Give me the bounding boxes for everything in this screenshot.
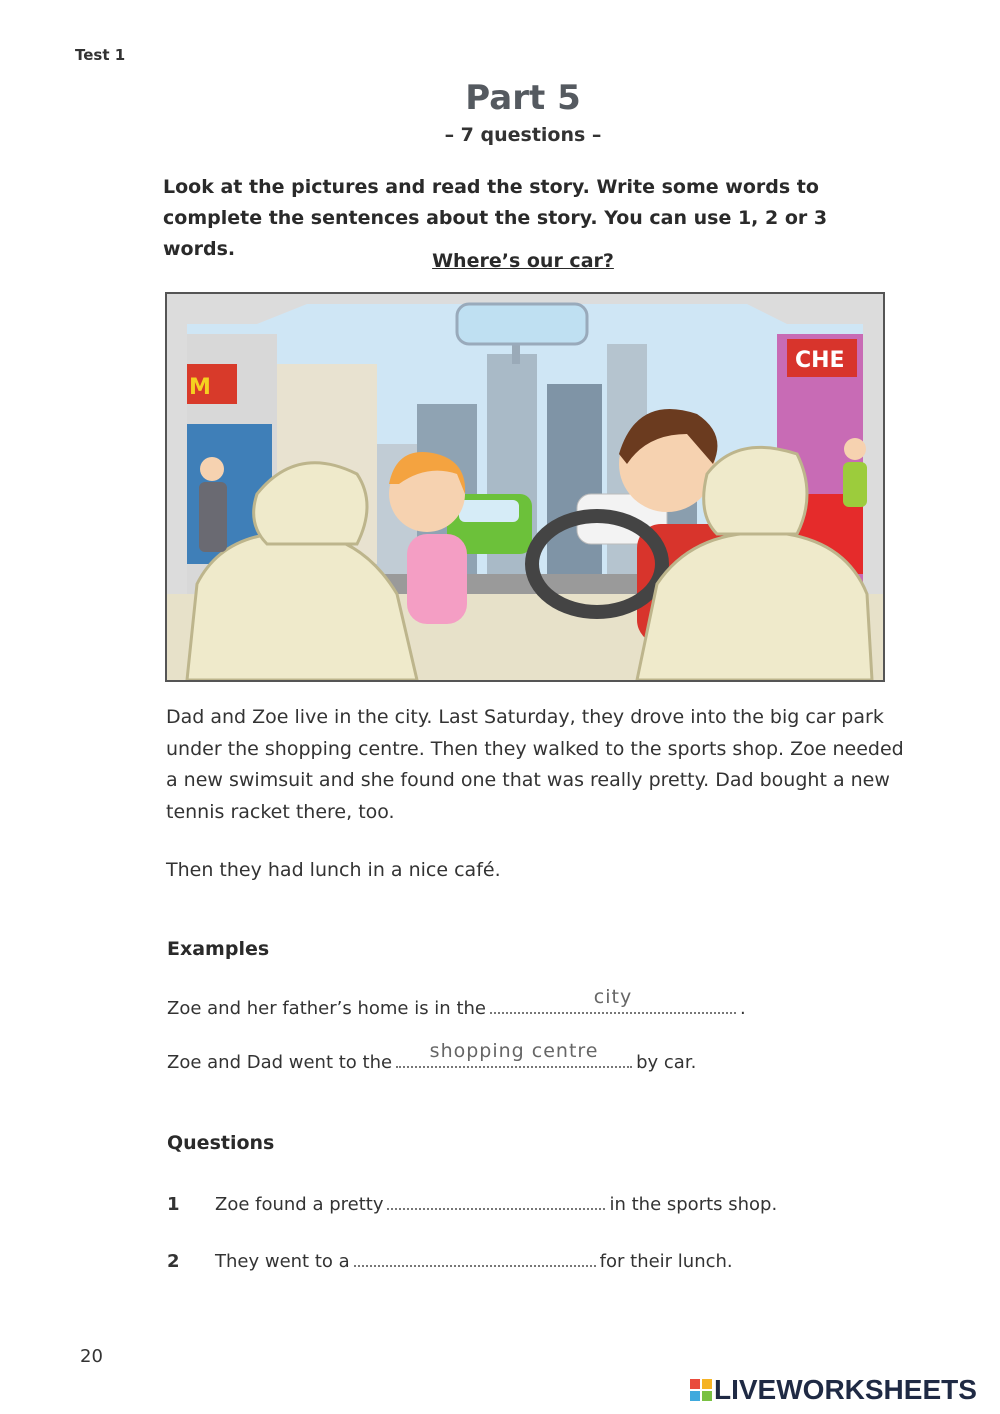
question-2-after: for their lunch. bbox=[599, 1251, 733, 1272]
story-title: Where’s our car? bbox=[432, 250, 614, 272]
example-2 bbox=[167, 1040, 697, 1073]
question-2-before: They went to a bbox=[215, 1251, 350, 1272]
examples-heading: Examples bbox=[167, 938, 270, 960]
shop-sign-right: CHE bbox=[795, 348, 845, 373]
question-2-number: 2 bbox=[167, 1251, 180, 1272]
liveworksheets-logo bbox=[690, 1374, 977, 1406]
car-illustration bbox=[165, 292, 885, 682]
car-scene-image bbox=[167, 294, 883, 680]
question-1-number: 1 bbox=[167, 1194, 180, 1215]
question-1-before: Zoe found a pretty bbox=[215, 1194, 384, 1215]
test-label: Test 1 bbox=[75, 46, 126, 64]
story-paragraph-2: Then they had lunch in a nice café. bbox=[166, 859, 501, 881]
example-1 bbox=[167, 986, 746, 1019]
question-1-answer-input[interactable] bbox=[387, 1190, 605, 1210]
instructions: Look at the pictures and read the story. Write some words to complete the sentences about the story. You can use 1, 2 or 3 words. bbox=[163, 176, 828, 260]
example-2-after: by car. bbox=[636, 1052, 697, 1073]
example-2-blank bbox=[396, 1040, 632, 1068]
question-1 bbox=[167, 1190, 777, 1215]
example-1-after: . bbox=[739, 998, 746, 1019]
shop-sign-left: M bbox=[189, 375, 211, 400]
questions-heading: Questions bbox=[167, 1132, 275, 1154]
example-1-blank bbox=[490, 986, 736, 1014]
example-1-answer: city bbox=[593, 986, 633, 1008]
question-2 bbox=[167, 1247, 733, 1272]
example-2-answer: shopping centre bbox=[429, 1040, 599, 1062]
example-2-before: Zoe and Dad went to the bbox=[167, 1052, 393, 1073]
liveworksheets-brand-text: LIVEWORKSHEETS bbox=[714, 1374, 977, 1405]
part-subtitle: – 7 questions – bbox=[444, 124, 602, 146]
liveworksheets-logo-icon bbox=[690, 1379, 712, 1401]
part-title: Part 5 bbox=[465, 78, 581, 118]
story-text bbox=[166, 702, 906, 887]
question-1-after: in the sports shop. bbox=[609, 1194, 778, 1215]
question-2-answer-input[interactable] bbox=[354, 1247, 596, 1267]
example-1-before: Zoe and her father’s home is in the bbox=[167, 998, 486, 1019]
story-paragraph-1: Dad and Zoe live in the city. Last Saturday, they drove into the big car park under the shopping centre. Then they walked to the sports shop. Zoe needed a new swimsuit and she found one that was really pretty. Dad bought a new tennis racket there, too. bbox=[166, 706, 904, 823]
page-number: 20 bbox=[80, 1346, 103, 1367]
